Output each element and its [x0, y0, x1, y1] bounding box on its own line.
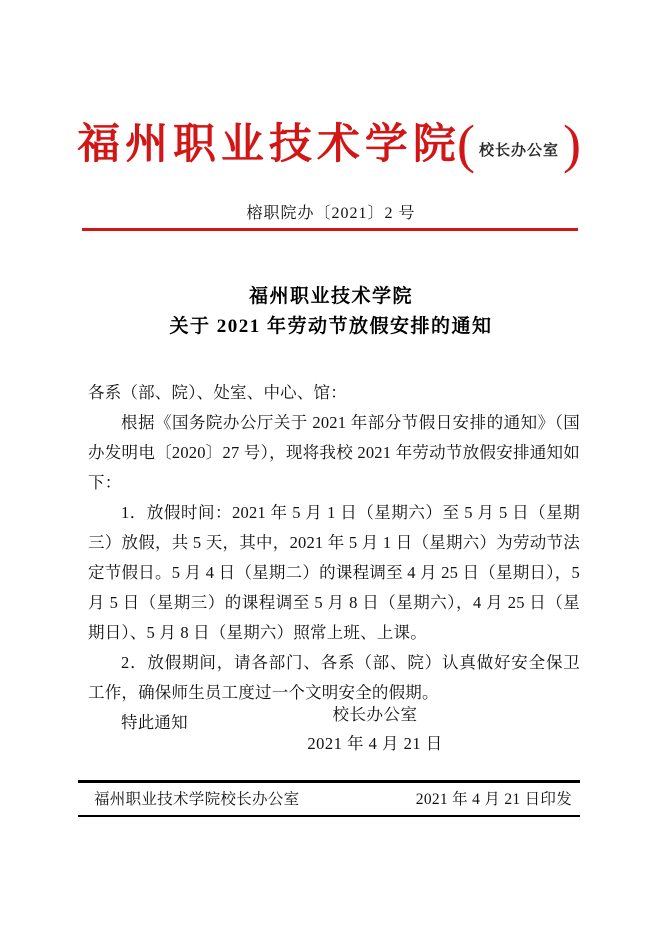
letterhead-organization: 福州职业技术学院 [77, 122, 461, 168]
document-title-line-1: 福州职业技术学院 [248, 286, 413, 307]
footer-rule-bottom [78, 815, 580, 817]
letterhead-paren-open: ( [457, 114, 475, 174]
body-item-1: 1．放假时间：2021 年 5 月 1 日（星期六）至 5 月 5 日（星期三）放假，共 5 天，其中，2021 年 5 月 1 日（星期六）为劳动节法定节假日。5 月 4 日（星期二）的课程调至 4 月 25 日（星期日），5 月 5 日（星期三）的课程调至 5 月 8 日（星期六），4 月 25 日（星期日）、5 月 8 日（星期六）照常上班、上课。 [88, 503, 580, 642]
signature-date: 2021 年 4 月 21 日 [307, 734, 443, 753]
signature-block [0, 700, 662, 758]
document-number: 榕职院办〔2021〕2 号 [246, 205, 416, 222]
footer-rule-top [78, 780, 580, 783]
footer-print-date: 2021 年 4 月 21 日印发 [415, 791, 572, 808]
red-divider-rule [82, 228, 578, 231]
body-salutation: 各系（部、院）、处室、中心、馆： [88, 383, 347, 402]
letterhead-paren-close: ) [563, 114, 581, 174]
letterhead-department: 校长办公室 [479, 142, 560, 159]
signature-issuer: 校长办公室 [332, 705, 418, 724]
document-title-line-2: 关于 2021 年劳动节放假安排的通知 [169, 316, 493, 337]
body-intro-paragraph: 根据《国务院办公厅关于 2021 年部分节假日安排的通知》（国办发明电〔2020〕27 号），现将我校 2021 年劳动节放假安排通知如下： [88, 413, 580, 492]
document-body [88, 378, 580, 738]
footer-issuing-office: 福州职业技术学院校长办公室 [94, 791, 300, 808]
body-item-2: 2．放假期间，请各部门、各系（部、院）认真做好安全保卫工作，确保师生员工度过一个文明安全的假期。 [88, 653, 580, 702]
document-title [0, 282, 662, 342]
letterhead [0, 114, 662, 174]
body-closing: 特此通知 [121, 713, 188, 732]
footer [78, 788, 580, 812]
